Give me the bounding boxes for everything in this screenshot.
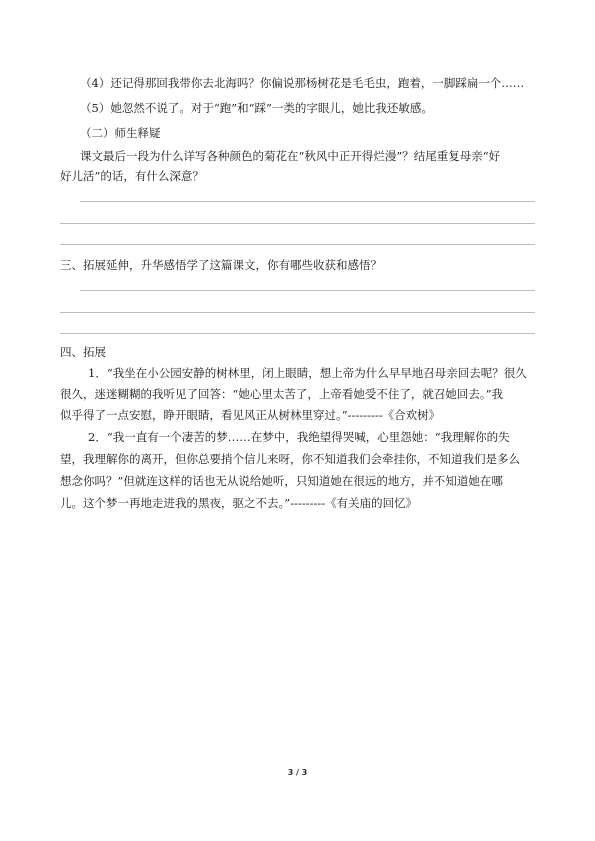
item-4-text: （4）还记得那回我带你去北海吗？你偏说那杨树花是毛毛虫，跑着，一脚踩扁一个…… <box>80 76 525 90</box>
section-2-heading: （二）师生释疑 <box>80 126 161 140</box>
section-4-heading: 四、拓展 <box>60 345 106 359</box>
answer-line <box>60 223 535 224</box>
page-number: 3 / 3 <box>287 768 308 777</box>
answer-line <box>60 244 535 245</box>
item-5-text: （5）她忽然不说了。对于“跑”和“踩”一类的字眼儿，她比我还敏感。 <box>80 101 433 115</box>
extension-paragraph-2-line-1: 2．“我一直有一个凄苦的梦……在梦中，我绝望得哭喊，心里怨她：“我理解你的失 <box>88 430 510 444</box>
extension-paragraph-2-line-3: 想念你吗？”但就连这样的话也无从说给她听，只知道她在很远的地方，并不知道她在哪 <box>60 474 503 488</box>
section-2-question-line-1: 课文最后一段为什么详写各种颜色的菊花在“秋风中正开得烂漫”？结尾重复母亲“好 <box>80 149 501 163</box>
extension-paragraph-1-line-3: 似乎得了一点安慰，睁开眼睛，看见风正从树林里穿过。”---------《合欢树》 <box>60 408 441 422</box>
extension-paragraph-2-line-2: 望，我理解你的离开，但你总要捎个信儿来呀，你不知道我们会牵挂你，不知道我们是多么 <box>60 452 520 466</box>
extension-paragraph-2-line-4: 儿。这个梦一再地走进我的黑夜，驱之不去。”---------《有关庙的回忆》 <box>60 496 418 510</box>
extension-paragraph-1-line-2: 很久，迷迷糊糊的我听见了回答：“她心里太苦了，上帝看她受不住了，就召她回去。”我 <box>60 387 504 401</box>
answer-line <box>60 333 535 334</box>
section-3-heading: 三、拓展延伸，升华感悟学了这篇课文，你有哪些收获和感悟？ <box>60 258 382 272</box>
section-2-question-line-2: 好儿活”的话，有什么深意？ <box>60 169 204 183</box>
answer-line <box>80 290 535 291</box>
answer-line <box>80 201 535 202</box>
answer-line <box>60 312 535 313</box>
extension-paragraph-1-line-1: 1．“我坐在小公园安静的树林里，闭上眼睛，想上帝为什么早早地召母亲回去呢？很久 <box>88 366 527 380</box>
